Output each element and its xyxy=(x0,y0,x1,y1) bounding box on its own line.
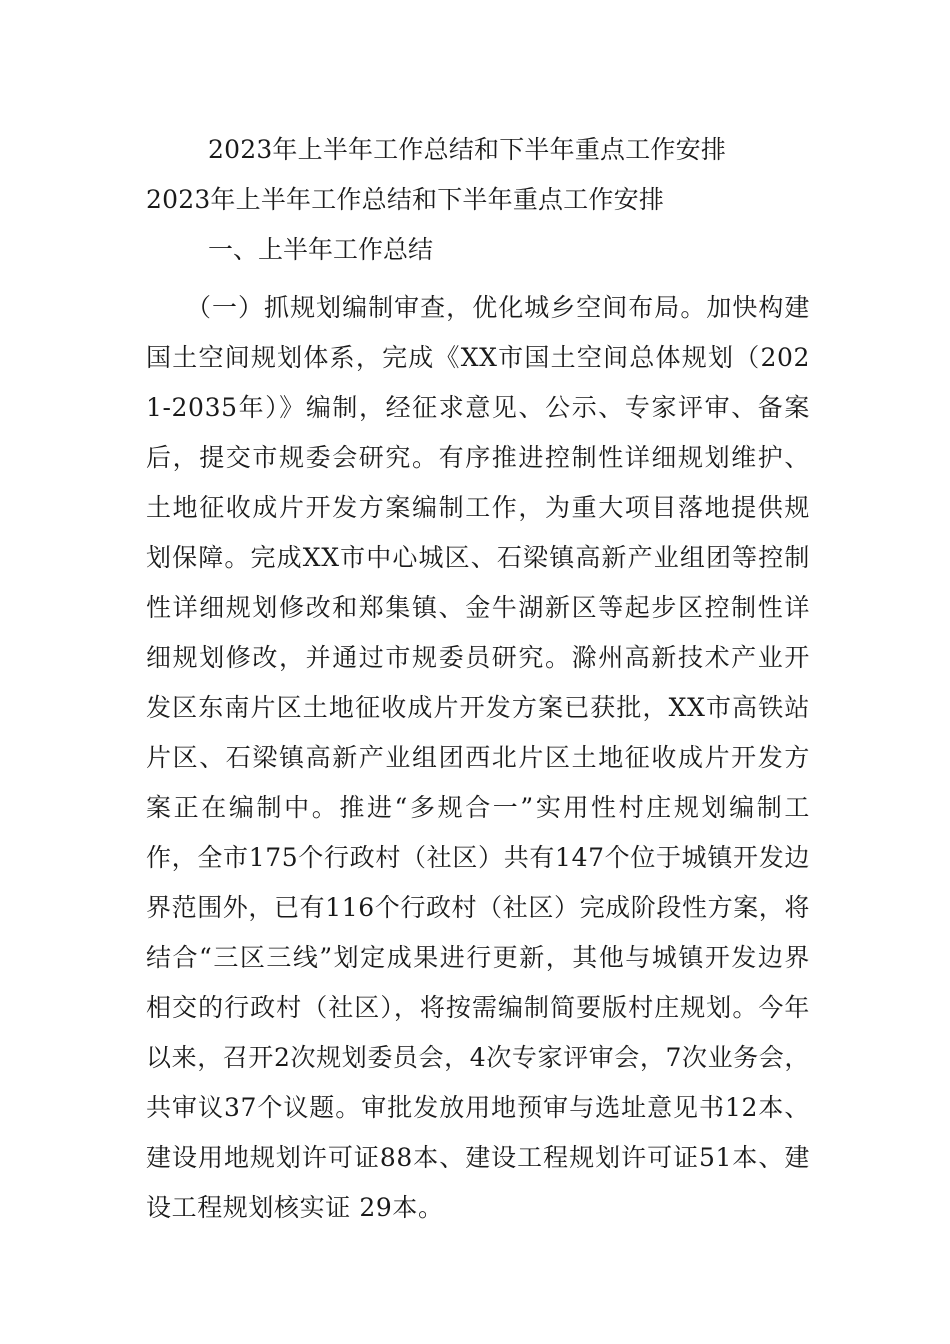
section-heading: 一、上半年工作总结 xyxy=(208,235,434,264)
document-subtitle: 2023年上半年工作总结和下半年重点工作安排 xyxy=(146,185,665,214)
document-title: 2023年上半年工作总结和下半年重点工作安排 xyxy=(208,135,727,164)
body-paragraph: （一）抓规划编制审查，优化城乡空间布局。加快构建国土空间规划体系，完成《XX市国土空间总体规划（2021-2035年）》编制，经征求意见、公示、专家评审、备案后，提交市规委会研究。有序推进控制性详细规划维护、土地征收成片开发方案编制工作，为重大项目落地提供规划保障。完成XX市中心城区、石梁镇高新产业组团等控制性详细规划修改和郑集镇、金牛湖新区等起步区控制性详细规划修改，并通过市规委员研究。滁州高新技术产业开发区东南片区土地征收成片开发方案已获批，XX市高铁站片区、石梁镇高新产业组团西北片区土地征收成片开发方案正在编制中。推进“多规合一”实用性村庄规划编制工作，全市175个行政村（社区）共有147个位于城镇开发边界范围外，已有116个行政村（社区）完成阶段性方案，将结合“三区三线”划定成果进行更新，其他与城镇开发边界相交的行政村（社区），将按需编制简要版村庄规划。今年以来，召开2次规划委员会，4次专家评审会，7次业务会，共审议37个议题。审批发放用地预审与选址意见书12本、建设用地规划许可证88本、建设工程规划许可证51本、建设工程规划核实证 29本。 xyxy=(146,293,810,1222)
